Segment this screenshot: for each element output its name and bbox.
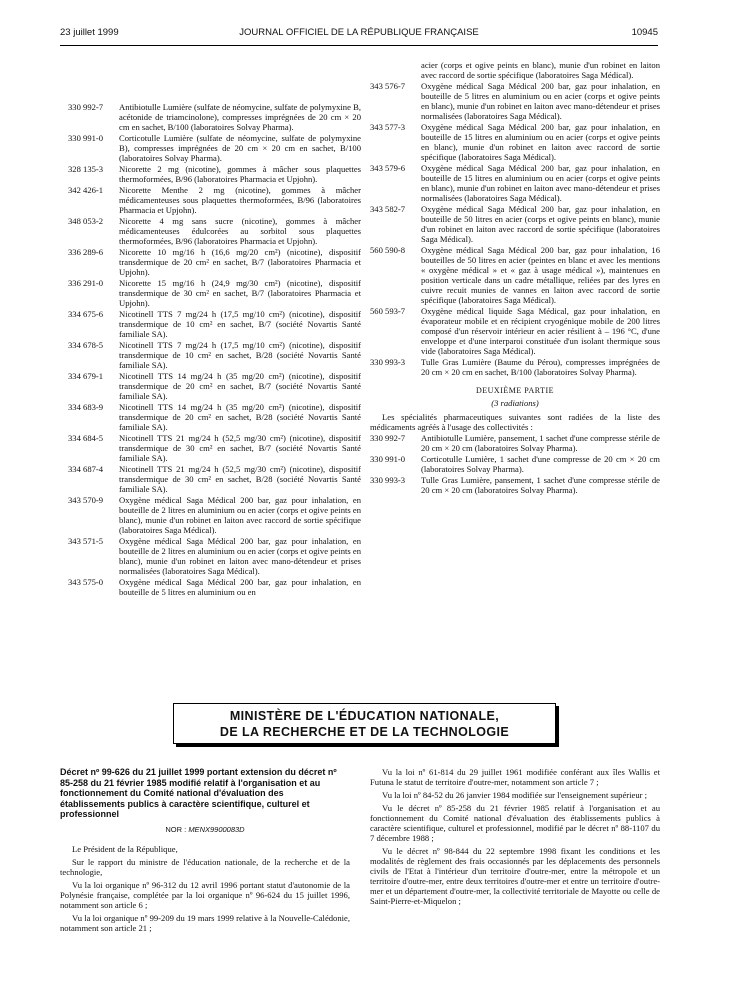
list-item: [370, 163, 660, 203]
entry-text: Nicorette 15 mg/16 h (24,9 mg/30 cm²) (nicotine), dispositif transdermique de 30 cm² en sachet, B/7 (laboratoires Pharmacia et Upjohn).: [119, 278, 361, 308]
entry-text: Antibiotulle Lumière (sulfate de néomycine, sulfate de polymyxine B, acétonide de triamcinolone), compresses imprégnées de 20 cm × 20 cm en sachet, B/100 (laboratoires Solvay Pharma).: [119, 102, 361, 132]
entry-text: Oxygène médical Saga Médical 200 bar, gaz pour inhalation, en bouteille de 15 litres en aluminium ou en acier (corps et ogive peints en blanc), munie d'un robinet en laiton avec mano-détendeur et prises normalisées (laboratoires Saga Médical).: [421, 163, 660, 203]
entry-text: Corticotulle Lumière (sulfate de néomycine, sulfate de polymyxine B), compresses imprégnées de 20 cm × 20 cm en sachet, B/100 (laboratoires Solvay Pharma).: [119, 133, 361, 163]
right-entry-list: [370, 81, 660, 377]
entry-code: 330 992-7: [68, 102, 104, 112]
entry-text: Nicotinell TTS 14 mg/24 h (35 mg/20 cm²) (nicotine), dispositif transdermique de 20 cm² en sachet, B/7 (société Novartis Santé familiale SA).: [119, 371, 361, 401]
entry-code: 334 679-1: [68, 371, 104, 381]
list-item: [68, 340, 361, 370]
entry-code: 330 993-3: [370, 475, 406, 485]
entry-code: 342 426-1: [68, 185, 104, 195]
entry-text: Oxygène médical Saga Médical 200 bar, gaz pour inhalation, en bouteille de 5 litres en aluminium ou en: [119, 577, 361, 597]
list-item: [68, 309, 361, 339]
entry-text: Nicotinell TTS 14 mg/24 h (35 mg/20 cm²) (nicotine), dispositif transdermique de 20 cm² en sachet, B/28 (société Novartis Santé familiale SA).: [119, 402, 361, 432]
decree-paragraph: Sur le rapport du ministre de l'éducation nationale, de la recherche et de la technologie,: [60, 856, 350, 877]
entry-text: Oxygène médical Saga Médical 200 bar, gaz pour inhalation, en bouteille de 5 litres en aluminium ou en acier (corps et ogive peints en blanc), munie d'un robinet en laiton avec mano-détendeur et prises normalisées (laboratoires Saga Médical).: [421, 81, 660, 121]
entry-text: Nicotinell TTS 21 mg/24 h (52,5 mg/30 cm²) (nicotine), dispositif transdermique de 30 cm² en sachet, B/7 (société Novartis Santé familiale SA).: [119, 433, 361, 463]
header-page-number: 10945: [631, 27, 658, 38]
decree-paragraph: Vu la loi organique nº 99-209 du 19 mars 1999 relative à la Nouvelle-Calédonie, notamment son article 21 ;: [60, 912, 350, 933]
list-item: [370, 475, 660, 495]
decree-right-column: [370, 767, 660, 909]
entry-code: 343 570-9: [68, 495, 104, 505]
entry-text: Antibiotulle Lumière, pansement, 1 sachet d'une compresse stérile de 20 cm × 20 cm (laboratoires Solvay Pharma).: [421, 433, 660, 453]
entry-code: 334 678-5: [68, 340, 104, 350]
header-date: 23 juillet 1999: [60, 27, 119, 38]
entry-code: 336 291-0: [68, 278, 104, 288]
ministry-banner: [173, 703, 556, 744]
entry-text: Nicorette 4 mg sans sucre (nicotine), gommes à mâcher médicamenteuses édulcorées au sorbitol sous plaquettes thermoformées, B/96 (laboratoires Pharmacia et Upjohn).: [119, 216, 361, 246]
list-item: [68, 402, 361, 432]
part2-subheading: (3 radiations): [491, 398, 539, 408]
list-item: [370, 81, 660, 121]
part2-intro: Les spécialités pharmaceutiques suivantes sont radiées de la liste des médicaments agréés à l'usage des collectivités :: [370, 412, 660, 432]
nor-value: MENX9900083D: [188, 824, 245, 834]
decree-nor: [60, 825, 350, 834]
entry-code: 560 593-7: [370, 306, 406, 316]
entry-text: Oxygène médical Saga Médical 200 bar, gaz pour inhalation, en bouteille de 2 litres en aluminium ou en acier (corps et ogive peints en blanc), munie d'un robinet en laiton avec raccord de sortie spécifique (laboratoires Saga Médical).: [119, 495, 361, 535]
part2-heading: DEUXIÈME PARTIE: [475, 386, 555, 395]
entry-text: Oxygène médical liquide Saga Médical, gaz pour inhalation, en évaporateur mobile et en récipient cryogénique mobile de 200 litres composé d'un réservoir intérieur en acier résilient à – 196 °C, d'une enveloppe et d'une interparoi constituée d'un isolant thermique sous vide (laboratoires Saga Médical).: [421, 306, 660, 356]
entry-text: Nicorette 10 mg/16 h (16,6 mg/20 cm²) (nicotine), dispositif transdermique de 20 cm² en sachet, B/7 (laboratoires Pharmacia et Upjohn).: [119, 247, 361, 277]
header-journal-title: JOURNAL OFFICIEL DE LA RÉPUBLIQUE FRANÇAISE: [239, 27, 479, 38]
decree-paragraph: Vu le décret nº 98-844 du 22 septembre 1998 fixant les conditions et les modalités de règlement des frais occasionnés par les déplacements des personnels civils de l'Etat à l'intérieur d'un territoire d'outre-mer, entre la métropole et un territoire d'outre-mer, entre deux territoires d'outre-mer et entre un territoire d'outre-mer et un département d'outre-mer, la collectivité territoriale de Mayotte ou celle de Saint-Pierre-et-Miquelon ;: [370, 846, 660, 906]
entry-text: Nicotinell TTS 21 mg/24 h (52,5 mg/30 cm²) (nicotine), dispositif transdermique de 30 cm² en sachet, B/28 (société Novartis Santé familiale SA).: [119, 464, 361, 494]
decree-paragraph: Vu la loi organique nº 96-312 du 12 avril 1996 portant statut d'autonomie de la Polynésie française, complétée par la loi organique nº 96-624 du 15 juillet 1996, notamment son article 6 ;: [60, 879, 350, 910]
list-item: [370, 122, 660, 162]
list-item: [68, 185, 361, 215]
entry-text: Nicotinell TTS 7 mg/24 h (17,5 mg/10 cm²) (nicotine), dispositif transdermique de 10 cm² en sachet, B/7 (société Novartis Santé familiale SA).: [119, 309, 361, 339]
entry-text: Oxygène médical Saga Médical 200 bar, gaz pour inhalation, 16 bouteilles de 50 litres en acier (peintes en blanc et avec les mentions « oxygène médical » et « gaz à usage médical »), maintenues en position verticale dans un cadre métallique, reliées par des lyres en cuivre recuit munies de vannes en laiton avec raccord de sortie spécifique (laboratoires Saga Médical).: [421, 245, 660, 305]
entry-code: 334 684-5: [68, 433, 104, 443]
list-item: [68, 102, 361, 132]
entry-code: 343 577-3: [370, 122, 406, 132]
list-item: [68, 133, 361, 163]
decree-left-column: [60, 767, 350, 936]
entry-code: 560 590-8: [370, 245, 406, 255]
right-column: [370, 60, 660, 496]
continued-entry-text: acier (corps et ogive peints en blanc), munie d'un robinet en laiton avec raccord de sortie spécifique (laboratoires Saga Médical).: [421, 60, 660, 80]
part2-entry-list: [370, 433, 660, 495]
entry-code: 336 289-6: [68, 247, 104, 257]
entry-text: Corticotulle Lumière, 1 sachet d'une compresse de 20 cm × 20 cm (laboratoires Solvay Pharma).: [421, 454, 660, 474]
entry-code: 328 135-3: [68, 164, 104, 174]
list-item: [370, 306, 660, 356]
entry-text: Oxygène médical Saga Médical 200 bar, gaz pour inhalation, en bouteille de 15 litres en aluminium ou en acier (corps et ogive peints en blanc), munie d'un robinet en laiton avec raccord de sortie spécifique (laboratoires Saga Médical).: [421, 122, 660, 162]
list-item: [370, 245, 660, 305]
header-rule: [60, 45, 658, 46]
entry-text: Oxygène médical Saga Médical 200 bar, gaz pour inhalation, en bouteille de 2 litres en aluminium ou en acier (corps et ogive peints en blanc), munie d'un robinet en laiton avec mano-détendeur et prises normalisées (laboratoires Saga Médical).: [119, 536, 361, 576]
decree-title: Décret nº 99-626 du 21 juillet 1999 portant extension du décret nº 85-258 du 21 février 1985 modifié relatif à l'organisation et au fonctionnement du Comité national d'évaluation des établissements publics à caractère scientifique, culturel et professionnel: [60, 767, 337, 819]
decree-paragraph: Vu la loi nº 84-52 du 26 janvier 1984 modifiée sur l'enseignement supérieur ;: [382, 790, 648, 800]
entry-text: Nicorette Menthe 2 mg (nicotine), gommes à mâcher médicamenteuses sous plaquettes thermoformées, B/96 (laboratoires Pharmacia et Upjohn).: [119, 185, 361, 215]
entry-code: 343 571-5: [68, 536, 104, 546]
entry-text: Tulle Gras Lumière (Baume du Pérou), compresses imprégnées de 20 cm × 20 cm en sachet, B/100 (laboratoires Solvay Pharma).: [421, 357, 660, 377]
list-item: [68, 464, 361, 494]
list-item: [68, 164, 361, 184]
list-item: [370, 204, 660, 244]
entry-code: 343 576-7: [370, 81, 406, 91]
list-item: [68, 433, 361, 463]
list-item: [68, 247, 361, 277]
list-item: [370, 357, 660, 377]
entry-code: 348 053-2: [68, 216, 104, 226]
entry-text: Nicorette 2 mg (nicotine), gommes à mâcher sous plaquettes thermoformées, B/96 (laboratoires Pharmacia et Upjohn).: [119, 164, 361, 184]
ministry-banner-line1: MINISTÈRE DE L'ÉDUCATION NATIONALE,: [229, 709, 500, 723]
ministry-banner-line2: DE LA RECHERCHE ET DE LA TECHNOLOGIE: [219, 725, 510, 739]
entry-text: Nicotinell TTS 7 mg/24 h (17,5 mg/10 cm²) (nicotine), dispositif transdermique de 10 cm² en sachet, B/28 (société Novartis Santé familiale SA).: [119, 340, 361, 370]
entry-code: 343 575-0: [68, 577, 104, 587]
entry-code: 330 991-0: [68, 133, 104, 143]
decree-paragraph: Vu le décret nº 85-258 du 21 février 1985 relatif à l'organisation et au fonctionnement du Comité national d'évaluation des établissements publics à caractère scientifique, culturel et professionnel, modifié par le décret nº 88-1107 du 7 décembre 1988 ;: [370, 803, 660, 843]
decree-left-body: [60, 844, 350, 933]
list-item: [68, 216, 361, 246]
decree-right-body: [370, 767, 660, 906]
list-item: [68, 495, 361, 535]
entry-text: Tulle Gras Lumière, pansement, 1 sachet d'une compresse stérile de 20 cm × 20 cm (laboratoires Solvay Pharma).: [421, 475, 660, 495]
left-column: [68, 102, 361, 598]
list-item: [370, 454, 660, 474]
list-item: [68, 278, 361, 308]
decree-paragraph: Le Président de la République,: [72, 843, 178, 854]
entry-text: Oxygène médical Saga Médical 200 bar, gaz pour inhalation, en bouteille de 50 litres en acier (corps et ogive peints en blanc), munie d'un robinet en laiton avec raccord de sortie spécifique (laboratoires Saga Médical).: [421, 204, 660, 244]
list-item: [370, 433, 660, 453]
page-header: [60, 27, 658, 41]
list-item: [68, 536, 361, 576]
list-item: [68, 371, 361, 401]
entry-code: 334 687-4: [68, 464, 104, 474]
entry-code: 343 582-7: [370, 204, 406, 214]
nor-label: NOR :: [165, 824, 187, 834]
entry-code: 330 991-0: [370, 454, 406, 464]
decree-paragraph: Vu la loi nº 61-814 du 29 juillet 1961 modifiée conférant aux îles Wallis et Futuna le statut de territoire d'outre-mer, notamment son article 7 ;: [370, 767, 660, 787]
entry-code: 334 675-6: [68, 309, 104, 319]
entry-code: 334 683-9: [68, 402, 104, 412]
entry-code: 330 992-7: [370, 433, 406, 443]
entry-code: 330 993-3: [370, 357, 406, 367]
list-item: [68, 577, 361, 597]
entry-code: 343 579-6: [370, 163, 406, 173]
